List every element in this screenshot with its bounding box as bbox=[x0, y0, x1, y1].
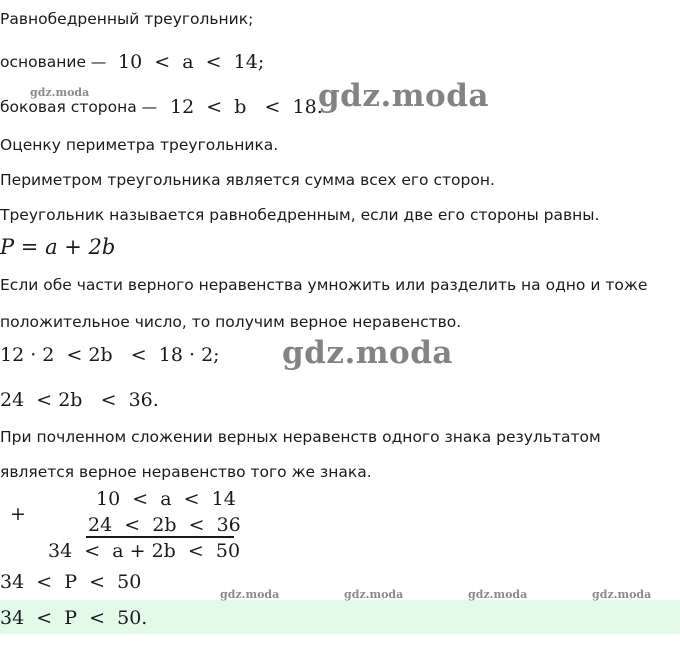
watermark-small-logo: gdz.moda bbox=[30, 86, 90, 99]
math-result: 34 < P < 50 bbox=[0, 571, 142, 593]
sum-row-3: 34 < a + 2b < 50 bbox=[48, 540, 241, 562]
text-line-side-label: боковая сторона — bbox=[0, 98, 158, 116]
watermark-small-3: gdz.moda bbox=[468, 588, 528, 601]
watermark-logo-middle: gdz.moda bbox=[282, 335, 453, 371]
text-line-sum-rule-1: При почленном сложении верных неравенств одного знака результатом bbox=[0, 428, 601, 446]
watermark-small-1: gdz.moda bbox=[220, 588, 280, 601]
watermark-small-4: gdz.moda bbox=[592, 588, 652, 601]
math-calc-multiply: 12 · 2 < 2b < 18 · 2; bbox=[0, 344, 220, 366]
formula-perimeter-text: P = a + 2b bbox=[0, 235, 116, 259]
math-calc-result: 24 < 2b < 36. bbox=[0, 389, 159, 411]
text-line-rule-2: положительное число, то получим верное неравенство. bbox=[0, 313, 462, 331]
math-base-range: 10 < a < 14; bbox=[118, 51, 265, 73]
text-line-task: Оценку периметра треугольника. bbox=[0, 136, 279, 154]
text-line-sum-rule-2: является верное неравенство того же знака. bbox=[0, 463, 372, 481]
watermark-logo-top: gdz.moda bbox=[318, 78, 489, 114]
plus-sign: + bbox=[10, 503, 26, 525]
formula-perimeter bbox=[0, 236, 115, 258]
sum-underline bbox=[86, 536, 234, 538]
sum-row-1: 10 < a < 14 bbox=[96, 488, 236, 510]
sum-row-2: 24 < 2b < 36 bbox=[88, 514, 241, 536]
text-line-isosceles-def: Треугольник называется равнобедренным, если две его стороны равны. bbox=[0, 206, 600, 224]
text-line-perimeter-def: Периметром треугольника является сумма всех его сторон. bbox=[0, 171, 495, 189]
math-side-range: 12 < b < 18. bbox=[170, 96, 323, 118]
watermark-small-2: gdz.moda bbox=[344, 588, 404, 601]
text-line-base-label: основание — bbox=[0, 53, 107, 71]
math-answer: 34 < P < 50. bbox=[0, 607, 148, 629]
text-line-rule-1: Если обе части верного неравенства умножить или разделить на одно и тоже bbox=[0, 276, 648, 294]
text-line-condition: Равнобедренный треугольник; bbox=[0, 10, 254, 28]
